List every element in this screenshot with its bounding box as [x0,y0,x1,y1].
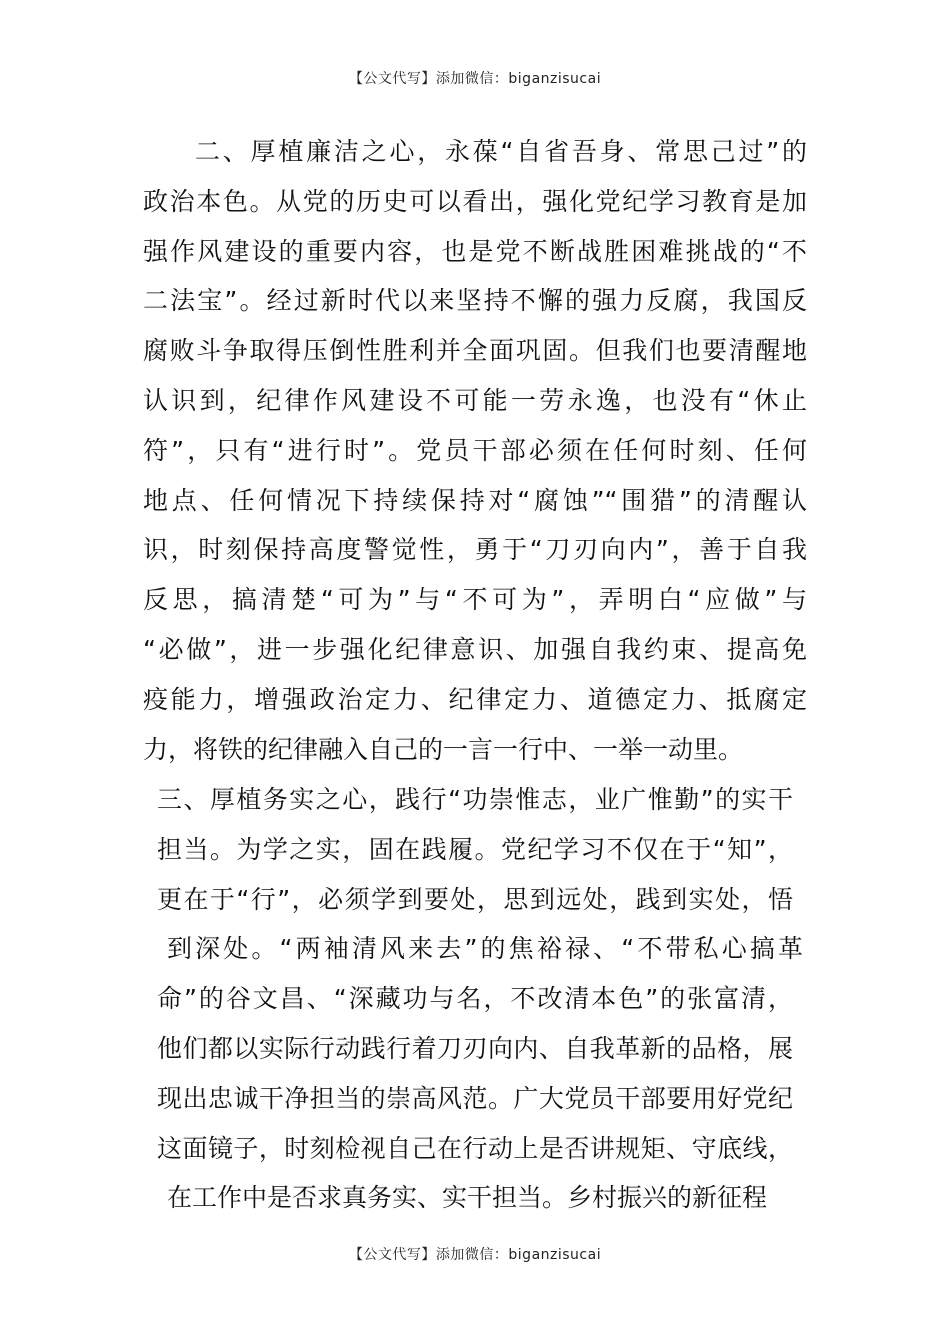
text-line: 政治本色。从党的历史可以看出，强化党纪学习教育是加 [143,186,807,216]
text-line: 识，时刻保持高度警觉性，勇于“刀刃向内”，善于自我 [143,535,807,565]
page-footer: 【公文代写】添加微信：biganzisucai [348,1247,602,1263]
text-line: 现出忠诚干净担当的崇高风范。广大党员干部要用好党纪 [157,1083,793,1113]
text-line: 三、厚植务实之心，践行“功崇惟志，业广惟勤”的实干 [157,785,793,814]
text-line: 认识到，纪律作风建设不可能一劳永逸，也没有“休止 [143,385,807,415]
text-line: 腐败斗争取得压倒性胜利并全面巩固。但我们也要清醒地 [143,336,807,366]
text-line: 担当。为学之实，固在践履。党纪学习不仅在于“知”， [157,834,793,864]
text-line: 在工作中是否求真务实、实干担当。乡村振兴的新征程 [167,1183,768,1213]
text-line: 强作风建设的重要内容，也是党不断战胜困难挑战的“不 [143,236,807,266]
page-header: 【公文代写】添加微信：biganzisucai [348,71,602,87]
text-line: 到深处。“两袖清风来去”的焦裕禄、“不带私心搞革 [167,934,803,964]
section-2-paragraph [143,127,807,774]
text-line: 符”，只有“进行时”。党员干部必须在任何时刻、任何 [143,435,807,465]
text-line: 反思，搞清楚“可为”与“不可为”，弄明白“应做”与 [143,585,807,615]
text-line: 疫能力，增强政治定力、纪律定力、道德定力、抵腐定 [143,684,807,714]
text-line: “必做”，进一步强化纪律意识、加强自我约束、提高免 [143,634,807,664]
text-line: 二法宝”。经过新时代以来坚持不懈的强力反腐，我国反 [143,286,807,316]
text-line: 这面镜子，时刻检视自己在行动上是否讲规矩、守底线， [157,1133,793,1163]
text-line: 他们都以实际行动践行着刀刃向内、自我革新的品格，展 [157,1033,793,1063]
section-3-paragraph [143,775,807,1223]
text-line: 更在于“行”，必须学到要处，思到远处，践到实处，悟 [157,884,793,914]
text-line: 命”的谷文昌、“深藏功与名，不改清本色”的张富清， [157,984,793,1014]
text-line: 力，将铁的纪律融入自己的一言一行中、一举一动里。 [143,734,744,764]
text-line: 地点、任何情况下持续保持对“腐蚀”“围猎”的清醒认 [143,485,807,515]
text-line: 二、厚植廉洁之心，永葆“自省吾身、常思己过”的 [195,137,807,166]
